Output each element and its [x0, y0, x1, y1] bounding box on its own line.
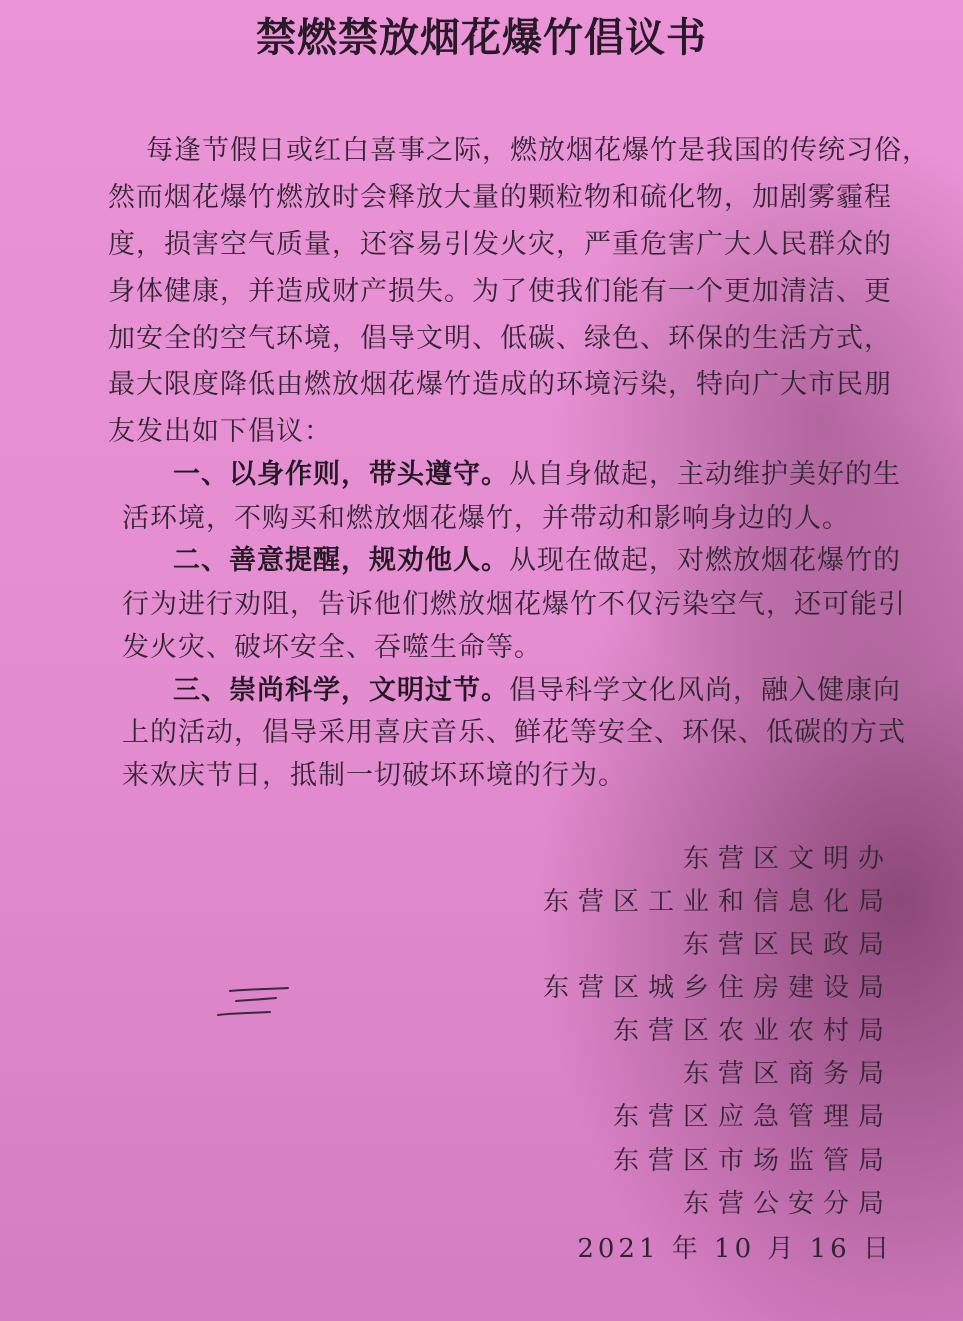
proposal-item-1 [108, 452, 963, 491]
signatory: 东营区文明办 [682, 844, 893, 874]
proposal-text: 活环境，不购买和燃放烟花爆竹，并带动和影响身边的人。 [122, 503, 850, 534]
signatory: 东营区商务局 [682, 1059, 893, 1089]
signatory: 东营区城乡住房建设局 [542, 973, 893, 1003]
intro-line: 友发出如下倡议： [108, 416, 332, 447]
handwritten-mark [212, 985, 302, 1025]
document-date: 2021 年 10 月 16 日 [577, 1234, 893, 1264]
proposal-text: 从自身做起，主动维护美好的生 [509, 459, 901, 490]
signatory: 东营区农业农村局 [612, 1016, 893, 1046]
proposal-heading: 一、以身作则，带头遵守。 [173, 459, 509, 490]
intro-line: 然而烟花爆竹燃放时会释放大量的颗粒物和硫化物，加剧雾霾程 [108, 182, 892, 213]
proposal-text: 倡导科学文化风尚，融入健康向 [509, 675, 901, 706]
proposal-item-3 [108, 668, 963, 707]
proposal-text: 上的活动，倡导采用喜庆音乐、鲜花等安全、环保、低碳的方式 [122, 717, 906, 748]
proposal-heading: 三、崇尚科学，文明过节。 [173, 675, 509, 706]
proposal-text: 行为进行劝阻，告诉他们燃放烟花爆竹不仅污染空气，还可能引 [122, 589, 906, 620]
intro-line: 身体健康，并造成财产损失。为了使我们能有一个更加清洁、更 [108, 276, 892, 307]
proposal-text: 从现在做起，对燃放烟花爆竹的 [509, 545, 901, 576]
proposal-item-2 [108, 538, 963, 577]
signatory: 东营区工业和信息化局 [542, 887, 893, 917]
signatory: 东营区应急管理局 [612, 1102, 893, 1132]
proposal-heading: 二、善意提醒，规劝他人。 [173, 545, 509, 576]
signatory: 东营区民政局 [682, 930, 893, 960]
intro-line: 最大限度降低由燃放烟花爆竹造成的环境污染，特向广大市民朋 [108, 369, 892, 400]
intro-line: 度，损害空气质量，还容易引发火灾，严重危害广大人民群众的 [108, 229, 892, 260]
proposal-text: 来欢庆节日，抵制一切破坏环境的行为。 [122, 760, 626, 791]
intro-line: 每逢节假日或红白喜事之际，燃放烟花爆竹是我国的传统习俗， [146, 135, 930, 166]
document-title: 禁燃禁放烟花爆竹倡议书 [256, 15, 707, 61]
signatory: 东营区市场监管局 [612, 1146, 893, 1176]
signatory: 东营公安分局 [682, 1189, 893, 1219]
proposal-text: 发火灾、破坏安全、吞噬生命等。 [122, 632, 542, 663]
intro-line: 加安全的空气环境，倡导文明、低碳、绿色、环保的生活方式， [108, 323, 892, 354]
